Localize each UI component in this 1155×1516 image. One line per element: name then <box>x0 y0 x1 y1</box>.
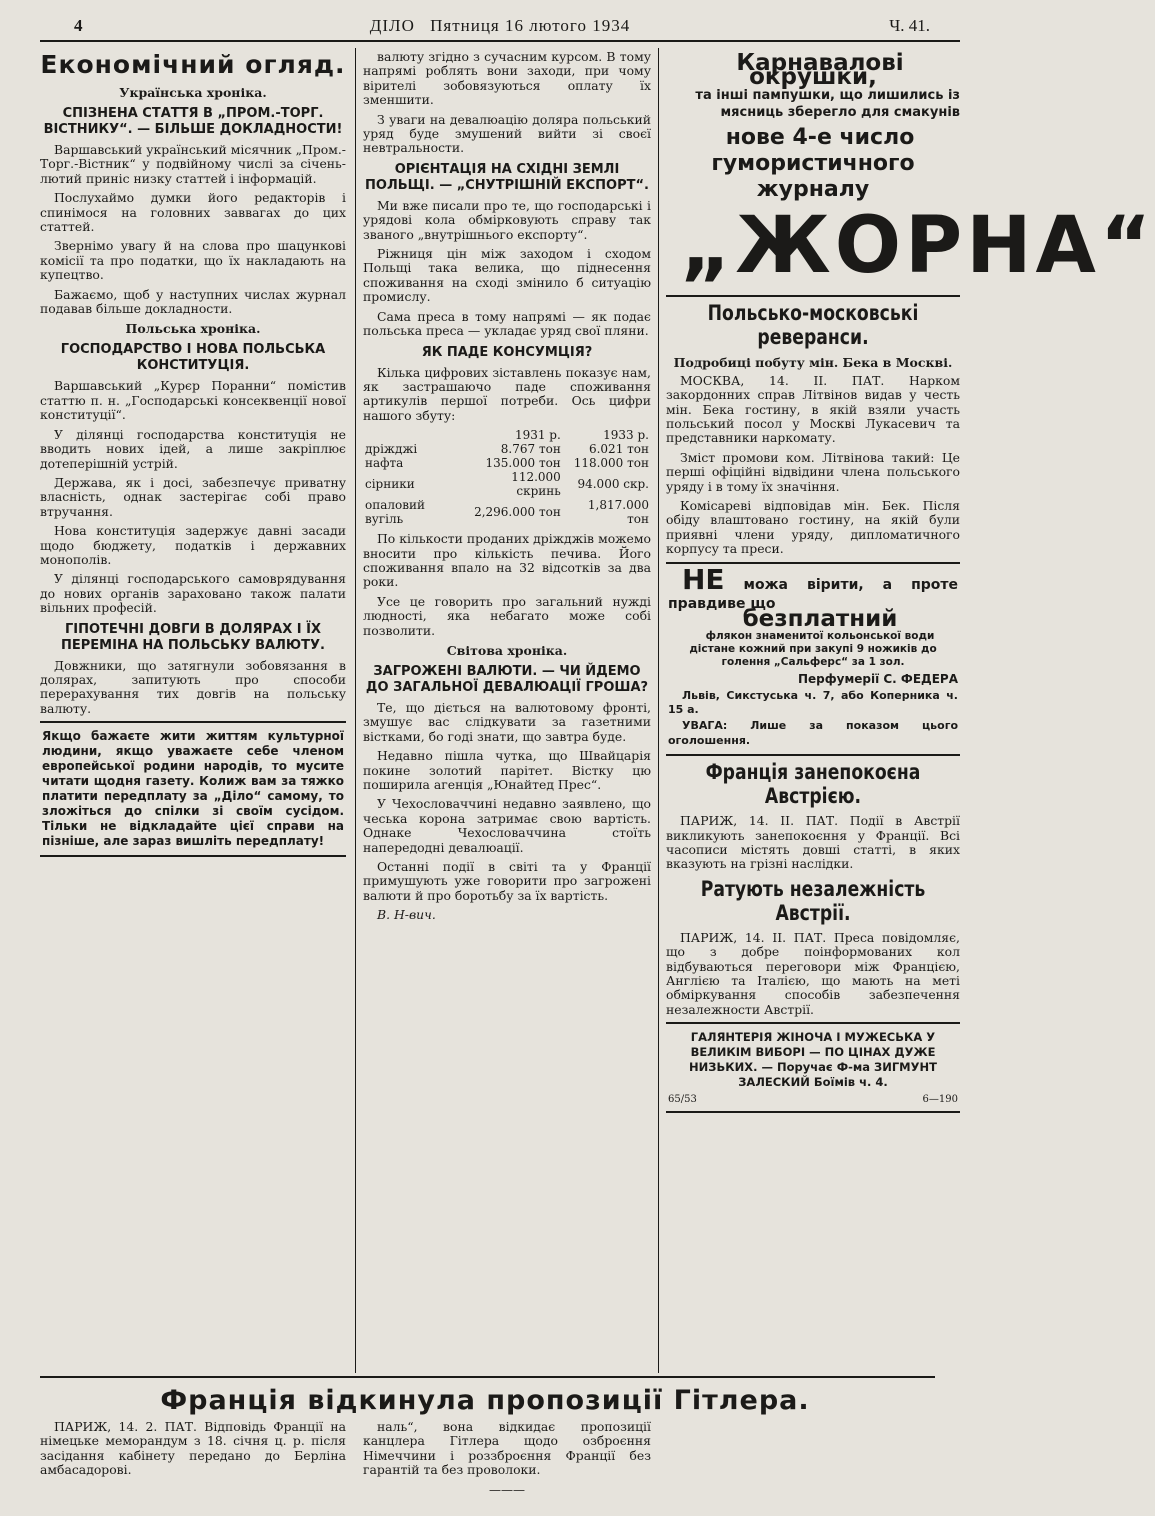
article-title: Польсько-московські реверанси. <box>707 300 919 349</box>
table-row <box>363 470 651 498</box>
paragraph: Звернімо увагу й на слова про шацункові комісії та про податки, що їх накладають на купецтво. <box>40 238 346 283</box>
end-mark: ——— <box>489 1482 525 1497</box>
article-title: Франція занепокоєна Австрією. <box>705 760 921 809</box>
paragraph: ПАРИЖ, 14. II. ПАТ. Події в Австрії викликують занепокоєння у Франції. Всі часописи містять довші статті, в яких вказують на грізні наслідки. <box>666 813 960 872</box>
paragraph: У ділянці господарства конституція не вводить нових ідей, а лише закріплює дотеперішній устрій. <box>40 426 346 471</box>
ad-free-word: безплатний <box>742 605 898 632</box>
ad-address: Львів, Сикстуська ч. 7, або Коперника ч. 15 а. <box>668 688 958 716</box>
paragraph: У Чехословаччині недавно заявлено, що чеська корона затримає свою вартість. Однаке Чехословаччина стоїть напередодні девалюації. <box>363 796 651 855</box>
bottom-rule <box>40 1376 935 1378</box>
bottom-col-1 <box>40 1420 346 1506</box>
table-cell: 135.000 тон <box>485 456 561 471</box>
paragraph: По кількости проданих дріжджів можемо вносити про кількість печива. Його споживання впало на 32 відсотків за два роки. <box>363 531 651 590</box>
column-3 <box>666 50 1155 1372</box>
table-cell: 1931 р. <box>514 428 561 443</box>
paragraph: Держава, як і досі, забезпечує приватну власність, однак застерігає собі право втручання. <box>40 474 346 519</box>
paragraph: Те, що діється на валютовому фронті, змушує вас слідкувати за газетними вістками, бо годі знати, що завтра буде. <box>363 699 651 744</box>
consumption-table <box>363 428 651 526</box>
column-rule-1 <box>355 48 356 1373</box>
ad-code-left: 65/53 <box>668 1094 697 1106</box>
table-cell: 2,296.000 тон <box>474 505 561 520</box>
page-header <box>40 16 960 38</box>
section-world-chronicle: Світова хроніка. <box>446 642 568 658</box>
paragraph: У ділянці господарського самоврядування до нових органів зараховано також палати вільних професій. <box>40 571 346 616</box>
ad-subline: та інші пампушки, що лишились із мясниць зберегло для смакунів <box>695 87 960 120</box>
economic-review-title: Економічний огляд. <box>40 50 346 79</box>
paragraph: Комісареві відповідав мін. Бек. Після обіду влаштовано гостину, на якій були приявні члени уряду, дипломатичного корпусу та преси. <box>666 498 960 557</box>
section-ukrainian-chronicle: Українська хроніка. <box>119 85 267 100</box>
paragraph: Кілька цифрових зіставлень показує нам, як застрашаючо паде споживання артикулів першої потреби. Ось цифри нашого збуту: <box>363 364 651 423</box>
paragraph: Варшавський український місячник „Пром.-Торг.-Вістник“ у подвійному числі за січень-лютий приніс низку статтей і інформацій. <box>40 142 346 186</box>
column-2 <box>363 50 651 1372</box>
masthead-title: ДІЛО <box>369 16 415 35</box>
table-cell: нафта <box>365 456 404 471</box>
zhorna-advertisement <box>666 50 1155 291</box>
paragraph: Усе це говорить про загальний нужді людності, яка небагато може собі позволити. <box>363 593 651 638</box>
ad-codes <box>668 1094 958 1105</box>
table-row <box>363 442 651 456</box>
ad-headline: Карнавалові окрушки, <box>736 50 904 91</box>
ad-text: ГАЛЯНТЕРІЯ ЖІНОЧА І МУЖЕСЬКА У ВЕЛИКІМ ВИБОРІ — ПО ЦІНАХ ДУЖЕ НИЗЬКИХ. — Поручає Ф-ма ЗИГМУНТ ЗАЛЕСКИЙ Боїмів ч. 4. <box>689 1030 937 1090</box>
ad-intro-big: НЕ <box>682 562 725 596</box>
table-cell: 112.000 скринь <box>511 470 561 499</box>
paragraph: Варшавський „Курєр Поранни“ помістив статтю п. н. „Господарські консеквенції нової конституції“. <box>40 378 346 423</box>
issue-number: Ч. 41. <box>889 16 930 35</box>
paragraph: Недавно пішла чутка, що Швайцарія покине золотий парітет. Вістку цю поширила агенція „Юнайтед Прес“. <box>363 748 651 792</box>
table-cell: 1,817.000 тон <box>587 498 649 527</box>
table-row <box>363 498 651 526</box>
ad-code-right: 6—190 <box>922 1094 958 1106</box>
paragraph: МОСКВА, 14. II. ПАТ. Нарком закордонних справ Літвінов видав у честь мін. Бека гостину, в якій взяли участь польський посол у Москві Лукасевич та представники наркомату. <box>666 372 960 446</box>
ad-note: УВАГА: Лише за показом цього оголошення. <box>668 719 958 747</box>
table-cell: опаловий вугіль <box>365 498 425 527</box>
ad-intro-rest: можа вірити, а проте правдиве що <box>668 576 959 612</box>
paragraph: Довжники, що затягнули зобовязання в долярах, запитують про способи перерахування тих довгів на польську валюту. <box>40 657 346 716</box>
paragraph: Нова конституція задержує давні засади щодо бюджету, податків і державних монополів. <box>40 523 346 567</box>
column-rule-2 <box>658 48 659 1373</box>
ad-description: флякон знаменитої кольонської води дістане кожний при закупі 9 ножиків до голення „Сальферс“ за 1 зол. <box>689 630 937 669</box>
table-cell: сірники <box>365 477 415 492</box>
table-row <box>363 456 651 470</box>
article-title: СПІЗНЕНА СТАТТЯ В „ПРОМ.-ТОРГ. ВІСТНИКУ“. — БІЛЬШЕ ДОКЛАДНОСТИ! <box>43 106 343 137</box>
table-cell: 8.767 тон <box>500 442 561 457</box>
article-title: Ратують незалежність Австрії. <box>700 876 926 925</box>
bottom-col-2 <box>363 1420 651 1506</box>
paragraph: ПАРИЖ, 14. II. ПАТ. Преса повідомляє, що з добре поінформованих кол відбуваються переговори між Францією, Англією та Італією, що мають на меті обміркування способів забезпечення незалежности Австрії. <box>666 929 960 1017</box>
table-cell <box>363 428 465 442</box>
paragraph: Ми вже писали про те, що господарські і урядові кола обмірковують справу так званого „внутрішнього експорту“. <box>363 197 651 242</box>
article-title: ОРІЄНТАЦІЯ НА СХІДНІ ЗЕМЛІ ПОЛЬЩІ. — „СНУТРІШНІЙ ЕКСПОРТ“. <box>365 161 649 193</box>
bottom-headline: Франція відкинула пропозиції Гітлера. <box>160 1385 810 1416</box>
table-cell: 118.000 тон <box>573 456 649 471</box>
table-cell: дріжджі <box>365 442 418 457</box>
paragraph: наль“, вона відкидає пропозиції канцлера Гітлера щодо озброєння Німеччини і роззброєння Франції без гарантій та без проволоки. <box>363 1419 651 1478</box>
paragraph: З уваги на девалюацію доляра польський уряд буде змушений вийти зі своєї невтральности. <box>363 111 651 156</box>
page-number: 4 <box>74 16 83 35</box>
author-signature: В. Н-вич. <box>377 907 436 923</box>
masthead <box>40 16 960 36</box>
header-rule <box>40 40 960 42</box>
article-title: ЗАГРОЖЕНІ ВАЛЮТИ. — ЧИ ЙДЕМО ДО ЗАГАЛЬНОЇ ДЕВАЛЮАЦІЇ ГРОША? <box>365 663 649 695</box>
ad-magazine-name: „ЖОРНА“ <box>680 200 1155 291</box>
subscription-appeal <box>40 721 346 857</box>
issue-date: Пятниця 16 лютого 1934 <box>430 16 631 35</box>
section-divider <box>666 295 960 297</box>
table-cell: 1933 р. <box>603 428 649 443</box>
ad-signature: Перфумерії С. ФЕДЕРА <box>797 672 958 687</box>
column-1 <box>40 50 346 1372</box>
paragraph: ПАРИЖ, 14. 2. ПАТ. Відповідь Франції на німецьке меморандум з 18. січня ц. р. після засідання кабінету передано до Берліна амбасадорові. <box>40 1419 346 1478</box>
paragraph: Ріжниця цін між заходом і сходом Польщі така велика, що піднесення споживання на сході змінило б ситуацію промислу. <box>363 246 651 305</box>
appeal-text: Якщо бажаєте жити життям культурної людини, якщо уважаєте себе членом европейської родини народів, то мусите читати щодня газету. Колиж вам за тяжко платити передплату за „Діло“ самому, то зложіться до спілки зі своїм сусідом. Тільки не відкладайте цієї справи на пізніше, але зараз вишліть передплату! <box>42 729 344 849</box>
table-header-row <box>363 428 651 442</box>
paragraph: Останні події в світі та у Франції примушують уже говорити про загрожені валюти й про боротьбу за їх вартість. <box>363 859 651 903</box>
paragraph: Зміст промови ком. Літвінова такий: Це перші офіційні відвідини члена польського уряду і в тому їх значіння. <box>666 449 960 494</box>
paragraph: валюту згідно з сучасним курсом. В тому напрямі роблять вони заходи, при чому вірителі зобовязуються оплату їх зменшити. <box>363 49 651 108</box>
haberdashery-advertisement <box>666 1022 960 1113</box>
article-title: ГІПОТЕЧНІ ДОВГИ В ДОЛЯРАХ І ЇХ ПЕРЕМІНА НА ПОЛЬСЬКУ ВАЛЮТУ. <box>61 621 325 653</box>
section-polish-chronicle: Польська хроніка. <box>125 321 261 337</box>
paragraph: Бажаємо, щоб у наступних числах журнал подавав більше докладности. <box>40 286 346 317</box>
paragraph: Послухаймо думки його редакторів і спинімося на головних заввагах до цих статтей. <box>40 190 346 235</box>
table-cell: 6.021 тон <box>588 442 649 457</box>
perfumery-advertisement <box>666 562 960 756</box>
ad-issue-line: нове 4-е число гумористичного журналу <box>711 124 915 202</box>
article-subtitle: Подробиці побуту мін. Бека в Москві. <box>673 354 953 370</box>
table-cell: 94.000 скр. <box>577 477 649 492</box>
paragraph: Сама преса в тому напрямі — як подає польська преса — укладає уряд свої пляни. <box>363 308 651 339</box>
article-title: ЯК ПАДЕ КОНСУМЦІЯ? <box>421 344 593 360</box>
article-title: ГОСПОДАРСТВО І НОВА ПОЛЬСЬКА КОНСТИТУЦІЯ. <box>60 342 326 374</box>
